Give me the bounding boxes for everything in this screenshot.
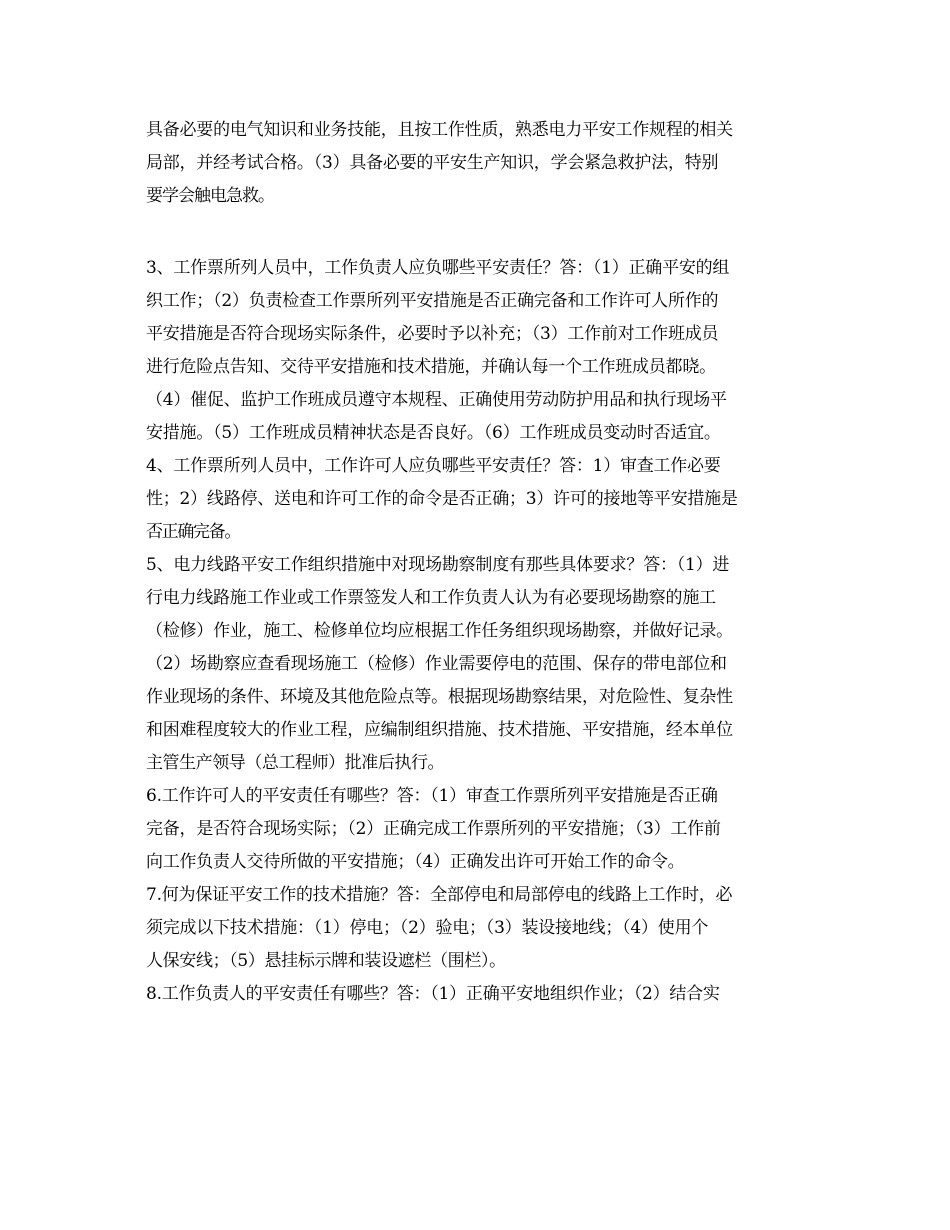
text-line: （4）催促、监护工作班成员遵守本规程、正确使用劳动防护用品和执行现场平 (146, 390, 727, 410)
text-line: 完备，是否符合现场实际；（2）正确完成工作票所列的平安措施；（3）工作前 (146, 819, 721, 839)
text-line: 否正确完备。 (146, 522, 241, 542)
text-line: 主管生产领导（总工程师）批准后执行。 (146, 753, 445, 773)
text-line: 7.何为保证平安工作的技术措施？答：全部停电和局部停电的线路上工作时，必 (146, 885, 733, 905)
text-line: 要学会触电急救。 (146, 186, 274, 206)
text-line: 行电力线路施工作业或工作票签发人和工作负责人认为有必要现场勘察的施工 (146, 588, 716, 608)
text-line: 4、工作票所列人员中，工作许可人应负哪些平安责任？答：1）审查工作必要 (146, 456, 721, 476)
text-line: （检修）作业，施工、检修单位均应根据工作任务组织现场勘察，并做好记录。 (146, 621, 733, 641)
text-line: 安措施。（5）工作班成员精神状态是否良好。（6）工作班成员变动时否适宜。 (146, 423, 721, 443)
text-line: 具备必要的电气知识和业务技能，且按工作性质，熟悉电力平安工作规程的相关 (146, 120, 733, 140)
paragraph-gap (146, 213, 806, 252)
text-line: 须完成以下技术措施：（1）停电；（2）验电；（3）装设接地线；（4）使用个 (146, 918, 709, 938)
text-line: 人保安线；（5）悬挂标示牌和装设遮栏（围栏）。 (146, 951, 506, 971)
document-text (146, 114, 806, 1011)
text-line: 8.工作负责人的平安责任有哪些？答：（1）正确平安地组织作业；（2）结合实 (146, 984, 720, 1004)
text-line: 性；2）线路停、送电和许可工作的命令是否正确；3）许可的接地等平安措施是 (146, 489, 738, 509)
text-line: 3、工作票所列人员中，工作负责人应负哪些平安责任？答：（1）正确平安的组 (146, 258, 730, 278)
text-line: 6.工作许可人的平安责任有哪些？答：（1）审查工作票所列平安措施是否正确 (146, 786, 718, 806)
text-line: 向工作负责人交待所做的平安措施；（4）正确发出许可开始工作的命令。 (146, 852, 685, 872)
text-line: 进行危险点告知、交待平安措施和技术措施，并确认每一个工作班成员都晓。 (146, 357, 716, 377)
text-line: 局部，并经考试合格。（3）具备必要的平安生产知识，学会紧急救护法，特别 (146, 153, 719, 173)
text-line: 平安措施是否符合现场实际条件，必要时予以补充；（3）工作前对工作班成员 (146, 324, 719, 344)
text-line: 5、电力线路平安工作组织措施中对现场勘察制度有那些具体要求？答：（1）进 (146, 555, 730, 575)
text-line: 作业现场的条件、环境及其他危险点等。根据现场勘察结果，对危险性、复杂性 (146, 687, 733, 707)
text-line: 和困难程度较大的作业工程，应编制组织措施、技术措施、平安措施，经本单位 (146, 720, 733, 740)
text-line: 织工作；（2）负责检查工作票所列平安措施是否正确完备和工作许可人所作的 (146, 291, 719, 311)
text-line: （2）场勘察应查看现场施工（检修）作业需要停电的范围、保存的带电部位和 (146, 654, 727, 674)
